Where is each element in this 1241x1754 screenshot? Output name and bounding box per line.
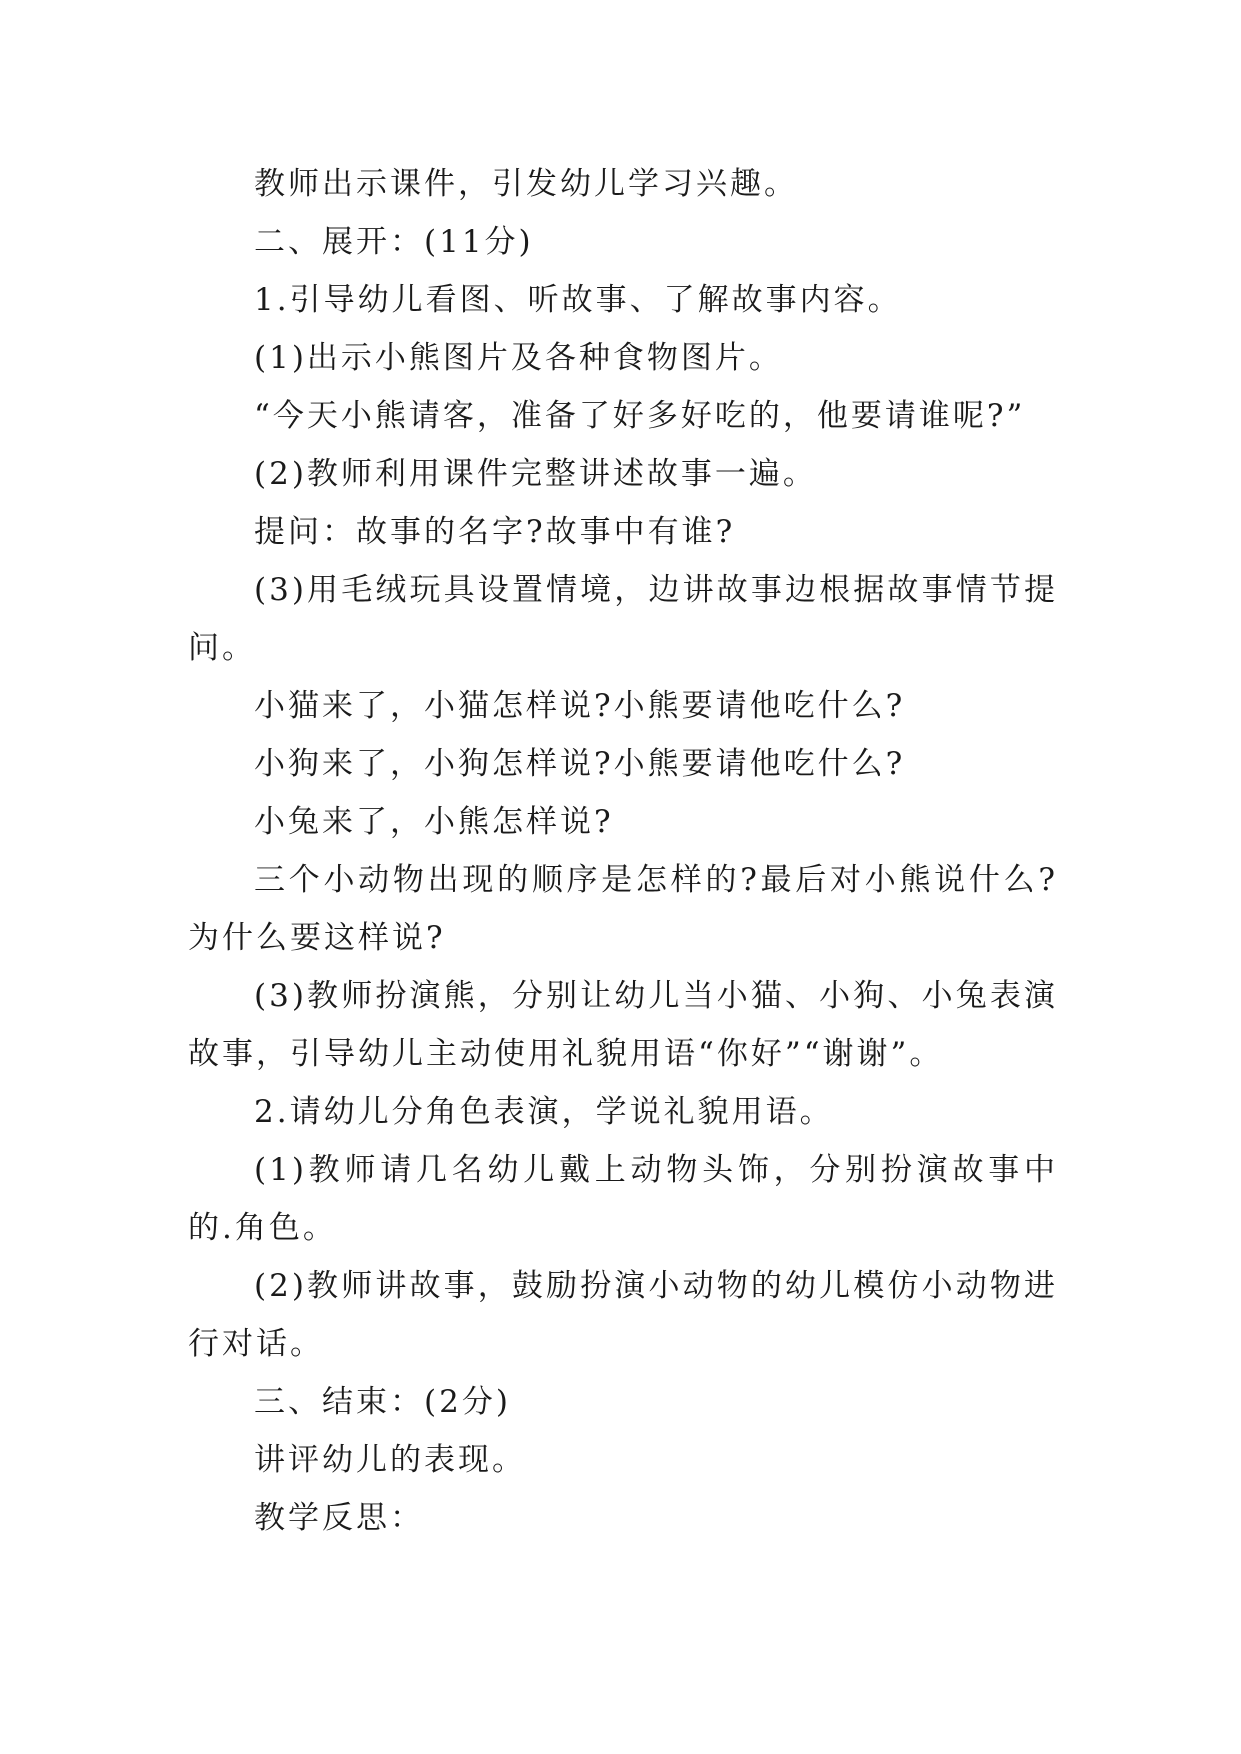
paragraph-order-question: 三个小动物出现的顺序是怎样的?最后对小熊说什么?为什么要这样说?	[188, 862, 1058, 956]
document-body	[188, 155, 1058, 1547]
paragraph-headwear: (1)教师请几名幼儿戴上动物头饰，分别扮演故事中的.角色。	[188, 1152, 1058, 1246]
section-heading-end: 三、结束：(2分)	[254, 1384, 511, 1420]
paragraph-quote: “今天小熊请客，准备了好多好吃的，他要请谁呢?”	[254, 398, 1026, 434]
step-heading-2: 2.请幼儿分角色表演，学说礼貌用语。	[254, 1094, 834, 1130]
paragraph-dog: 小狗来了，小狗怎样说?小熊要请他吃什么?	[254, 746, 906, 782]
paragraph-evaluate: 讲评幼儿的表现。	[254, 1442, 526, 1478]
paragraph-reflection: 教学反思：	[254, 1500, 424, 1536]
paragraph-teacher-bear: (3)教师扮演熊，分别让幼儿当小猫、小狗、小兔表演故事，引导幼儿主动使用礼貌用语“你好”“谢谢”。	[188, 978, 1058, 1072]
paragraph-question: 提问：故事的名字?故事中有谁?	[254, 514, 736, 550]
paragraph-dialogue: (2)教师讲故事，鼓励扮演小动物的幼儿模仿小动物进行对话。	[188, 1268, 1058, 1362]
paragraph-tell-story: (2)教师利用课件完整讲述故事一遍。	[254, 456, 817, 492]
paragraph-cat: 小猫来了，小猫怎样说?小熊要请他吃什么?	[254, 688, 906, 724]
section-heading-expand: 二、展开：(11分)	[254, 224, 534, 260]
paragraph-show-pictures: (1)出示小熊图片及各种食物图片。	[254, 340, 783, 376]
step-heading-1: 1.引导幼儿看图、听故事、了解故事内容。	[254, 282, 902, 318]
paragraph-rabbit: 小兔来了，小熊怎样说?	[254, 804, 614, 840]
paragraph-intro: 教师出示课件，引发幼儿学习兴趣。	[254, 166, 798, 202]
paragraph-plush-toys: (3)用毛绒玩具设置情境，边讲故事边根据故事情节提问。	[188, 572, 1058, 666]
